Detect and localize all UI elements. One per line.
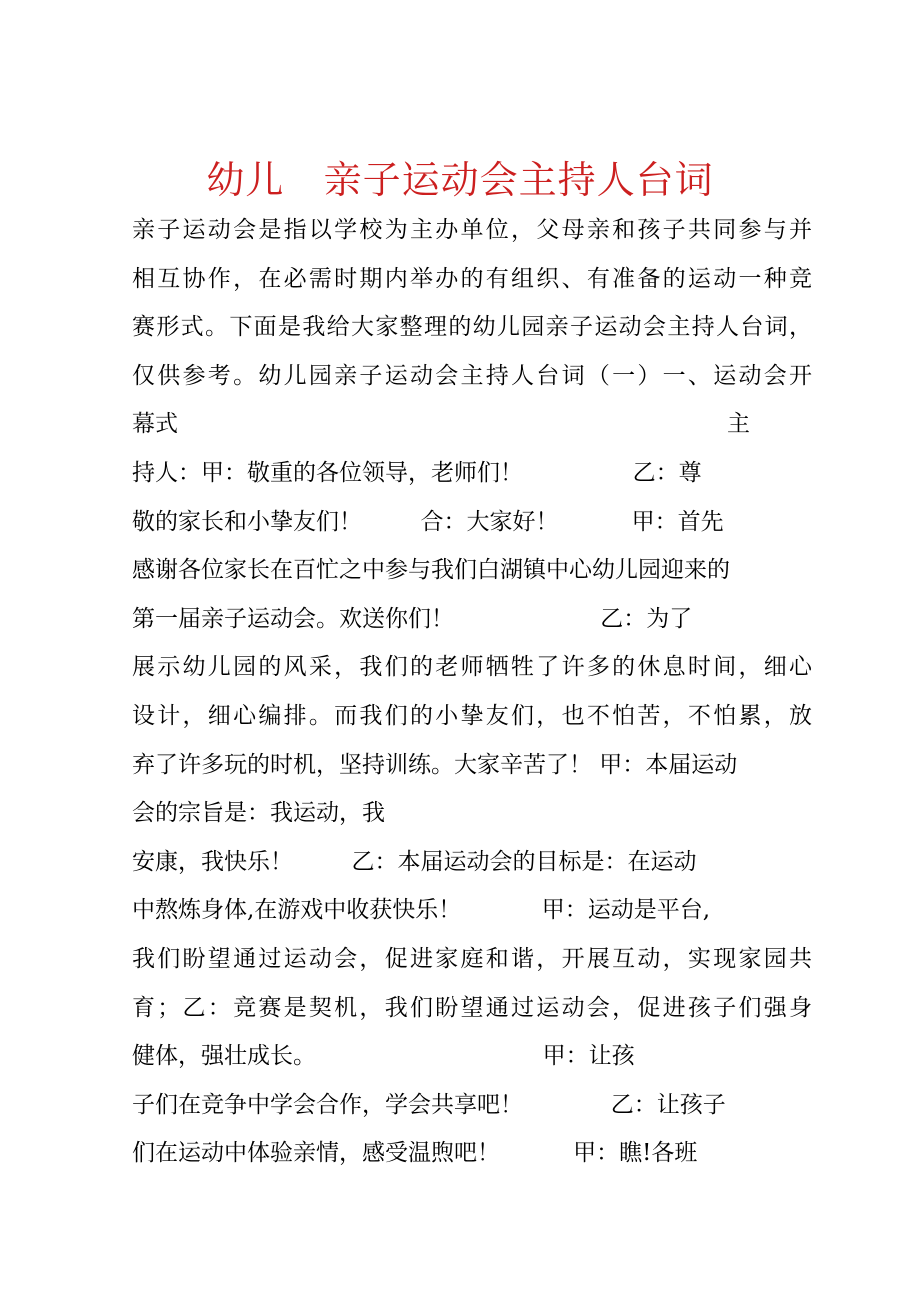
body-line-right: 主 [727, 411, 750, 438]
body-line: 弃了许多玩的时机，坚持训练。大家辛苦了！ 甲：本届运动 [132, 751, 738, 778]
body-line: 们在运动中体验亲情，感受温煦吧！ 甲：瞧!各班 [132, 1140, 698, 1167]
body-line: 仅供参考。幼儿园亲子运动会主持人台词（一）一、运动会开 [132, 362, 812, 389]
document-body [132, 206, 812, 1178]
body-line: 中熬炼身体,在游戏中收获快乐！ 甲：运动是平台, [132, 897, 711, 924]
body-line: 持人：甲：敬重的各位领导，老师们！ 乙：尊 [132, 459, 702, 486]
body-line-left: 幕式 [132, 411, 178, 438]
body-line [132, 400, 812, 449]
body-line: 相互协作，在必需时期内举办的有组织、有准备的运动一种竞 [132, 265, 812, 292]
body-line: 感谢各位家长在百忙之中参与我们白湖镇中心幼儿园迎来的 [132, 557, 730, 584]
body-line: 赛形式。下面是我给大家整理的幼儿园亲子运动会主持人台词， [132, 314, 812, 341]
body-line: 亲子运动会是指以学校为主办单位，父母亲和孩子共同参与并 [132, 217, 812, 243]
body-line: 展示幼儿园的风采，我们的老师牺牲了许多的休息时间，细心 [132, 654, 812, 681]
document-title: 幼儿 亲子运动会主持人台词 [206, 158, 714, 202]
body-line: 第一届亲子运动会。欢送你们！ 乙：为了 [132, 605, 693, 632]
body-line: 子们在竞争中学会合作，学会共享吧！ 乙：让孩子 [132, 1091, 726, 1118]
body-line: 敬的家长和小挚友们！ 合：大家好！ 甲：首先 [132, 508, 724, 535]
body-line: 设计，细心编排。而我们的小挚友们，也不怕苦，不怕累，放 [132, 702, 812, 729]
body-line: 安康，我快乐！ 乙：本届运动会的目标是：在运动 [132, 848, 697, 875]
body-line: 会的宗旨是：我运动，我 [132, 800, 385, 827]
body-line: 育；乙：竞赛是契机，我们盼望通过运动会，促进孩子们强身 [132, 994, 812, 1021]
body-line: 我们盼望通过运动会，促进家庭和谐，开展互动，实现家园共 [132, 945, 812, 972]
body-line: 健体，强壮成长。 甲：让孩 [132, 1043, 635, 1070]
